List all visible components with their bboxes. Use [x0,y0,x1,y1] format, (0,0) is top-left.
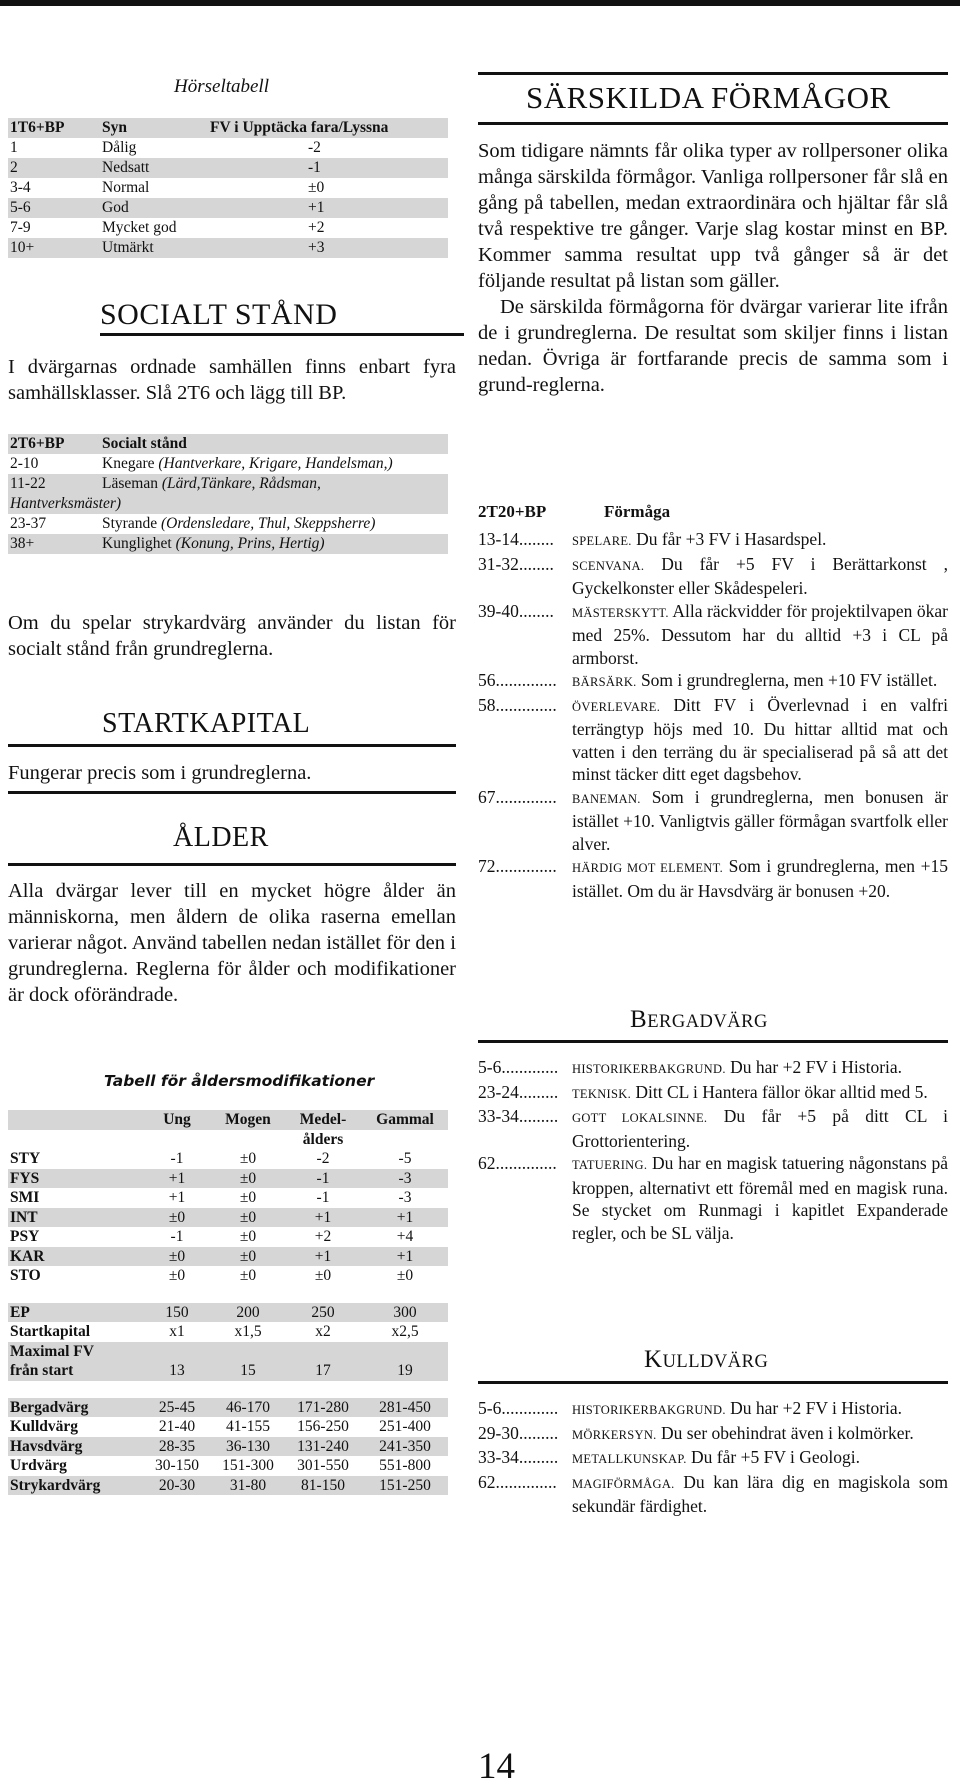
table-row: 38+ Kunglighet (Konung, Prins, Hertig) [8,534,448,554]
social-table [8,434,448,554]
table-row: FYS +1 ±0 -1 -3 [8,1169,448,1189]
age-text: Alla dvärgar lever till en mycket högre ålder än människorna, men åldern de olika raserna emellan varierar något. Använd tabellen nedan istället för den i grundreglerna. Reglerna för ålder och modifikationer är dock oförändrade. [8,880,456,1006]
table-row: från start 13 15 17 19 [8,1361,448,1381]
table-row: EP 150 200 250 300 [8,1303,448,1323]
age-table-header: Ung Mogen Medel- Gammal [8,1110,448,1130]
table-row: STO ±0 ±0 ±0 ±0 [10,1267,414,1284]
abilities-para-2: De särskilda förmågorna för dvärgar varierar lite ifrån de i grundreglerna. De resultat som skiljer finns i listan nedan. Övriga är fortfarande precis de samma som i grund-reglerna. [478,296,948,396]
hearing-table [8,118,448,258]
bergadvarg-heading: BERGADVÄRG [630,1006,768,1033]
abilities-table-header: 2T20+BP Förmåga [478,502,671,521]
table-row: KAR ±0 ±0 +1 +1 [8,1247,448,1267]
table-row: Startkapital x1 x1,5 x2 x2,5 [10,1323,419,1340]
age-table-caption: Tabell för åldersmodifikationer [104,1072,375,1090]
abilities-heading: SÄRSKILDA FÖRMÅGOR [526,80,891,115]
list-item: 62.............. TATUERING. Du har en magisk tatuering någonstans på kroppen, alternativt ett föremål med en magisk runa. Se stycket om Runmagi i kapitlet Expanderade regler, och be SL välja. [478,1153,948,1243]
list-item: 13-14........ SPELARE. Du får +3 FV i Hasardspel. [478,529,827,549]
start-heading: STARTKAPITAL [102,708,311,739]
table-row: 23-37 Styrande (Ordensledare, Thul, Skeppsherre) [10,515,376,532]
list-item: 56.............. BÄRSÄRK. Som i grundreglerna, men +10 FV istället. [478,670,938,690]
list-item: 31-32........ SCENVANA. Du får +5 FV i Berättarkonst , Gyckelkonster eller Skådespeleri. [478,553,948,598]
table-row: 1 Dålig -2 [10,139,321,156]
list-item: 33-34......... METALLKUNSKAP. Du får +5 FV i Geologi. [478,1447,861,1467]
age-table-header-2: ålders [302,1130,344,1148]
table-row: Urdvärg 30-150 151-300 301-550 551-800 [10,1457,431,1474]
table-row: Maximal FV [8,1342,448,1362]
start-bottom-rule [8,791,456,794]
table-row: 2-10 Knegare (Hantverkare, Krigare, Handelsman,) [10,455,393,472]
list-item: 29-30......... MÖRKERSYN. Du ser obehindrat även i kolmörker. [478,1422,914,1443]
kulldvarg-list [478,1397,948,1518]
list-item: 62.............. MAGIFÖRMÅGA. Du kan lära dig en magiskola som sekundär färdighet. [478,1471,948,1516]
table-row: 2 Nedsatt -1 [8,158,448,178]
age-heading: ÅLDER [173,822,269,853]
abilities-top-rule [478,72,948,75]
social-after-text: Om du spelar strykardvärg använder du listan för socialt stånd från grundreglerna. [8,612,456,660]
table-row: STY -1 ±0 -2 -5 [10,1150,412,1167]
table-row: SMI +1 ±0 -1 -3 [10,1189,412,1206]
hearing-table-caption: Hörseltabell [174,76,269,97]
table-row: 5-6 God +1 [8,198,448,218]
social-intro-text: I dvärgarnas ordnade samhällen finns enbart fyra samhällsklasser. Slå 2T6 och lägg till BP. [8,356,456,404]
list-item: 5-6............. HISTORIKERBAKGRUND. Du har +2 FV i Historia. [478,1057,903,1077]
table-row: 3-4 Normal ±0 [10,179,325,196]
table-row: Kulldvärg 21-40 41-155 156-250 251-400 [10,1418,431,1435]
table-row: Strykardvärg 20-30 31-80 81-150 151-250 [8,1476,448,1496]
social-heading: SOCIALT STÅND [100,298,338,331]
table-row: Havsdvärg 28-35 36-130 131-240 241-350 [8,1437,448,1457]
table-row: Bergadvärg 25-45 46-170 171-280 281-450 [8,1398,448,1418]
list-item: 33-34......... GOTT LOKALSINNE. Du får +5 på ditt CL i Grottorientering. [478,1106,949,1151]
abilities-para-1: Som tidigare nämnts får olika typer av rollpersoner olika många särskilda förmågor. Vanliga rollpersoner får slå en gång på tabellen, medan extraordinära och hjältar får slå två respektive tre gånger. Varje slag kostar minst en BP. Kommer samma resultat upp två gånger så är det följande resultat på listan som gäller. [478,140,948,292]
top-border [0,0,960,6]
table-row: INT ±0 ±0 +1 +1 [8,1208,448,1228]
age-table [8,1110,448,1495]
table-row: PSY -1 ±0 +2 +4 [10,1228,414,1245]
bergadvarg-rule [478,1040,948,1043]
table-row: 7-9 Mycket god +2 [10,219,325,236]
list-item: 67.............. BANEMAN. Som i grundreglerna, men bonusen är istället +10. Vanligtvis gäller förmågan svartfolk eller alver. [478,786,948,854]
start-text: Fungerar precis som i grundreglerna. [8,762,312,784]
social-table-header: 2T6+BP Socialt stånd [8,434,448,454]
kulldvarg-heading: KULLDVÄRG [644,1346,769,1373]
abilities-list [478,528,948,902]
start-heading-rule [8,744,456,747]
kulldvarg-rule [478,1381,948,1384]
table-row: 11-22 Läseman (Lärd,Tänkare, Rådsman, [8,474,448,494]
bergadvarg-list [478,1056,948,1244]
page-number: 14 [478,1746,515,1787]
table-row: 10+ Utmärkt +3 [8,238,448,258]
list-item: 39-40........ MÄSTERSKYTT. Alla räckvidder för projektilvapen ökar med 25%. Dessutom har du alltid +3 i CL på armborst. [478,600,948,668]
abilities-bottom-rule [478,122,948,125]
list-item: 5-6............. HISTORIKERBAKGRUND. Du har +2 FV i Historia. [478,1398,903,1418]
social-heading-rule [100,333,464,336]
hearing-table-header: 1T6+BP Syn FV i Upptäcka fara/Lyssna [8,118,448,138]
table-row: Hantverksmäster) [8,494,448,514]
list-item: 72.............. HÄRDIG MOT ELEMENT. Som i grundreglerna, men +15 istället. Om du är Havsdvärg är bonusen +20. [478,856,948,901]
abilities-intro [478,138,948,398]
list-item: 23-24......... TEKNISK. Ditt CL i Hantera fällor ökar alltid med 5. [478,1081,928,1102]
list-item: 58.............. ÖVERLEVARE. Ditt FV i Överlevnad i en valfri terrängtyp höjs med 10. Du hittar alltid mat och vatten i den terräng du är specialiserad på så att det minst täcker ditt eget dagsbehov. [478,694,948,784]
age-heading-rule [8,863,456,866]
